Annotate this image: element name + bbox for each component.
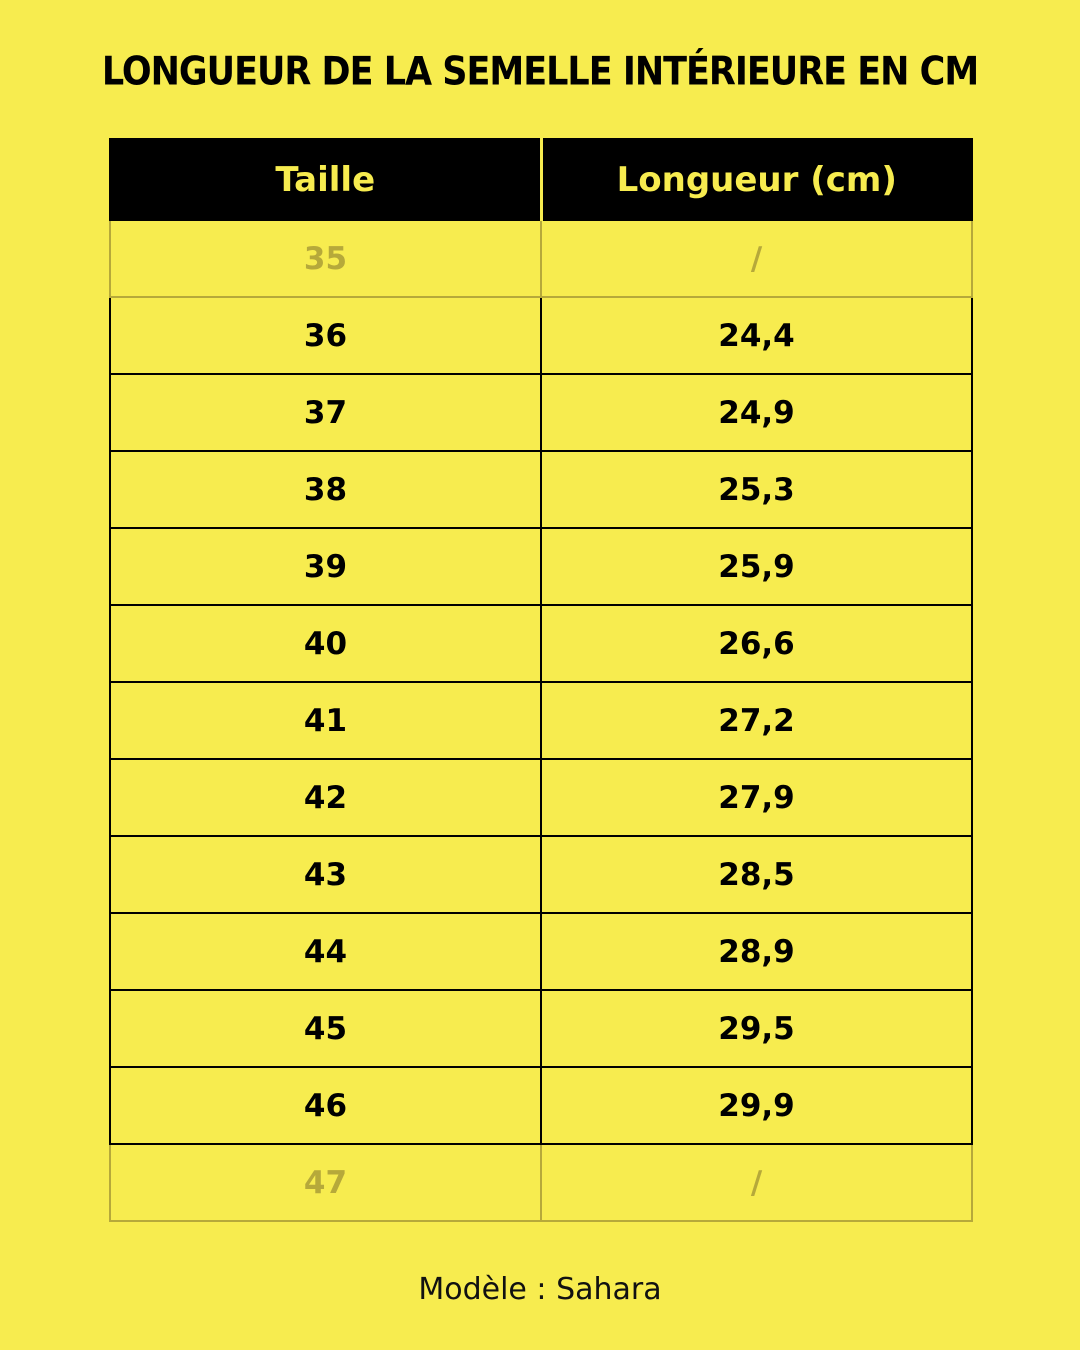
table-header-row: [110, 139, 972, 220]
model-caption: Modèle : Sahara: [418, 1272, 662, 1307]
size-cell: 40: [110, 605, 541, 682]
length-cell: 24,4: [541, 297, 972, 374]
size-cell: 37: [110, 374, 541, 451]
size-cell: 38: [110, 451, 541, 528]
length-cell: 27,9: [541, 759, 972, 836]
length-cell: 28,9: [541, 913, 972, 990]
table-row: [110, 451, 972, 528]
table-row: [110, 605, 972, 682]
size-cell: 45: [110, 990, 541, 1067]
size-cell: 47: [110, 1144, 541, 1221]
size-cell: 36: [110, 297, 541, 374]
table-row: [110, 759, 972, 836]
table-row: [110, 1067, 972, 1144]
length-cell: 28,5: [541, 836, 972, 913]
length-cell: 24,9: [541, 374, 972, 451]
size-cell: 35: [110, 220, 541, 297]
column-header-taille: Taille: [110, 139, 541, 220]
length-cell: 25,9: [541, 528, 972, 605]
table-row: [110, 1144, 972, 1221]
length-cell: 29,5: [541, 990, 972, 1067]
table-row: [110, 374, 972, 451]
table-row: [110, 682, 972, 759]
length-cell: 26,6: [541, 605, 972, 682]
size-cell: 39: [110, 528, 541, 605]
table-row: [110, 220, 972, 297]
table-row: [110, 528, 972, 605]
length-cell: 25,3: [541, 451, 972, 528]
length-cell: /: [541, 220, 972, 297]
column-header-longueur: Longueur (cm): [541, 139, 972, 220]
length-cell: 29,9: [541, 1067, 972, 1144]
size-cell: 42: [110, 759, 541, 836]
table-row: [110, 297, 972, 374]
size-cell: 41: [110, 682, 541, 759]
table-row: [110, 836, 972, 913]
size-cell: 46: [110, 1067, 541, 1144]
page-title: LONGUEUR DE LA SEMELLE INTÉRIEURE EN CM: [101, 49, 979, 95]
length-cell: /: [541, 1144, 972, 1221]
size-cell: 43: [110, 836, 541, 913]
size-table: [109, 138, 973, 1222]
table-row: [110, 990, 972, 1067]
table-row: [110, 913, 972, 990]
size-cell: 44: [110, 913, 541, 990]
length-cell: 27,2: [541, 682, 972, 759]
